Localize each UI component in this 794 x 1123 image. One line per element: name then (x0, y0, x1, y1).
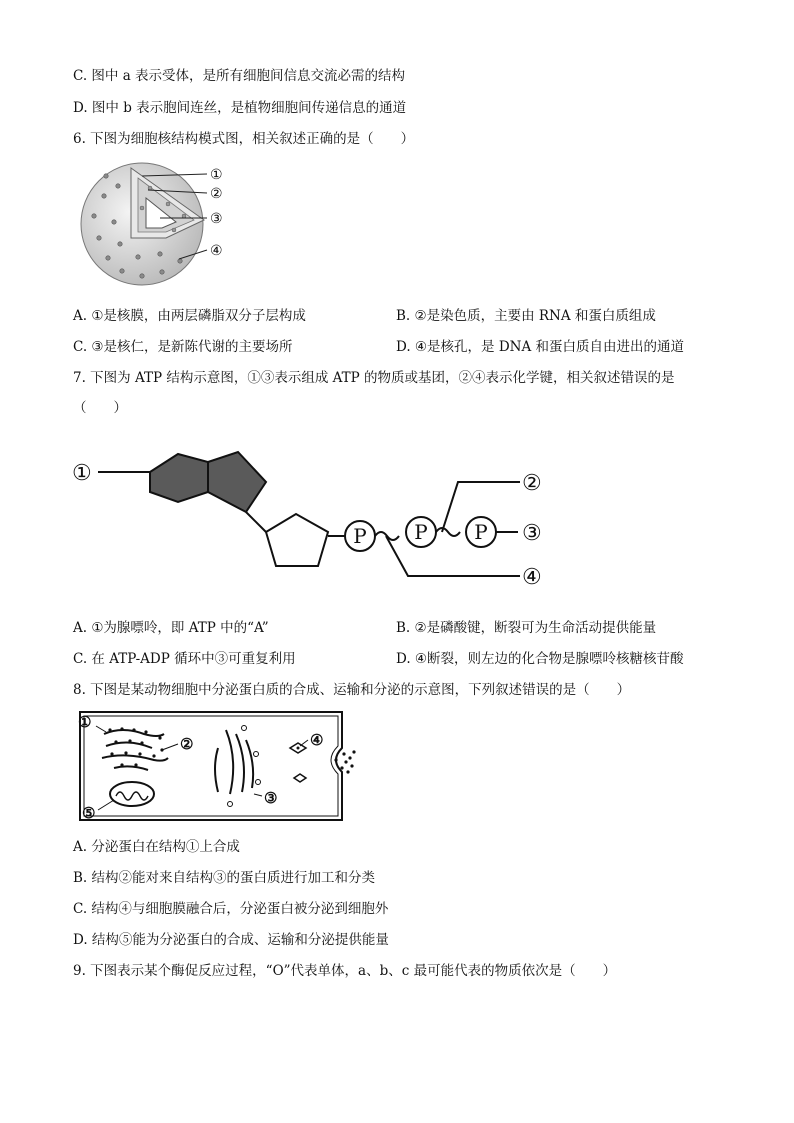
q9-stem: 9. 下图表示某个酶促反应过程，“O”代表单体，a、b、c 最可能代表的物质依次是（ ） (73, 963, 617, 979)
nucleus-label-4: ④ (210, 243, 223, 259)
atp-structure-diagram (70, 436, 560, 596)
secretion-label-2: ② (180, 735, 194, 753)
q7-stem-line1: 7. 下图为 ATP 结构示意图，①③表示组成 ATP 的物质或基团，②④表示化学键，相关叙述错误的是 (73, 370, 675, 386)
nucleus-label-1: ① (210, 167, 223, 183)
phosphate-2: P (414, 520, 428, 544)
q6-stem: 6. 下图为细胞核结构模式图，相关叙述正确的是（ ） (73, 131, 415, 147)
q5-option-d: D. 图中 b 表示胞间连丝，是植物细胞间传递信息的通道 (73, 100, 407, 116)
q7-option-a: A. ①为腺嘌呤，即 ATP 中的“A” (73, 620, 269, 636)
atp-label-1: ① (72, 461, 92, 486)
q7-option-b: B. ②是磷酸键，断裂可为生命活动提供能量 (396, 620, 657, 636)
q6-option-c: C. ③是核仁，是新陈代谢的主要场所 (73, 339, 293, 355)
q7-option-c: C. 在 ATP-ADP 循环中③可重复利用 (73, 651, 296, 667)
q6-option-b: B. ②是染色质，主要由 RNA 和蛋白质组成 (396, 308, 656, 324)
secretion-label-3: ③ (264, 789, 278, 807)
nucleus-label-2: ② (210, 186, 223, 202)
nucleus-label-3: ③ (210, 211, 223, 227)
phosphate-1: P (353, 524, 367, 548)
secretion-diagram (76, 708, 356, 824)
q7-stem-line2: （ ） (73, 400, 127, 416)
nucleus-diagram (76, 160, 246, 290)
q8-option-c: C. 结构④与细胞膜融合后，分泌蛋白被分泌到细胞外 (73, 901, 389, 917)
q5-option-c: C. 图中 a 表示受体，是所有细胞间信息交流必需的结构 (73, 68, 406, 84)
phosphate-3: P (474, 520, 488, 544)
q8-stem: 8. 下图是某动物细胞中分泌蛋白质的合成、运输和分泌的示意图，下列叙述错误的是（ ） (73, 682, 631, 698)
secretion-label-1: ① (78, 713, 92, 731)
q6-option-d: D. ④是核孔，是 DNA 和蛋白质自由进出的通道 (396, 339, 684, 355)
q8-option-b: B. 结构②能对来自结构③的蛋白质进行加工和分类 (73, 870, 376, 886)
q8-option-d: D. 结构⑤能为分泌蛋白的合成、运输和分泌提供能量 (73, 932, 389, 948)
q6-option-a: A. ①是核膜，由两层磷脂双分子层构成 (73, 308, 306, 324)
q8-option-a: A. 分泌蛋白在结构①上合成 (73, 839, 240, 855)
atp-label-4: ④ (522, 565, 542, 590)
atp-label-3: ③ (522, 521, 542, 546)
atp-label-2: ② (522, 471, 542, 496)
secretion-label-4: ④ (310, 731, 324, 749)
q7-option-d: D. ④断裂，则左边的化合物是腺嘌呤核糖核苷酸 (396, 651, 684, 667)
secretion-label-5: ⑤ (82, 804, 96, 822)
